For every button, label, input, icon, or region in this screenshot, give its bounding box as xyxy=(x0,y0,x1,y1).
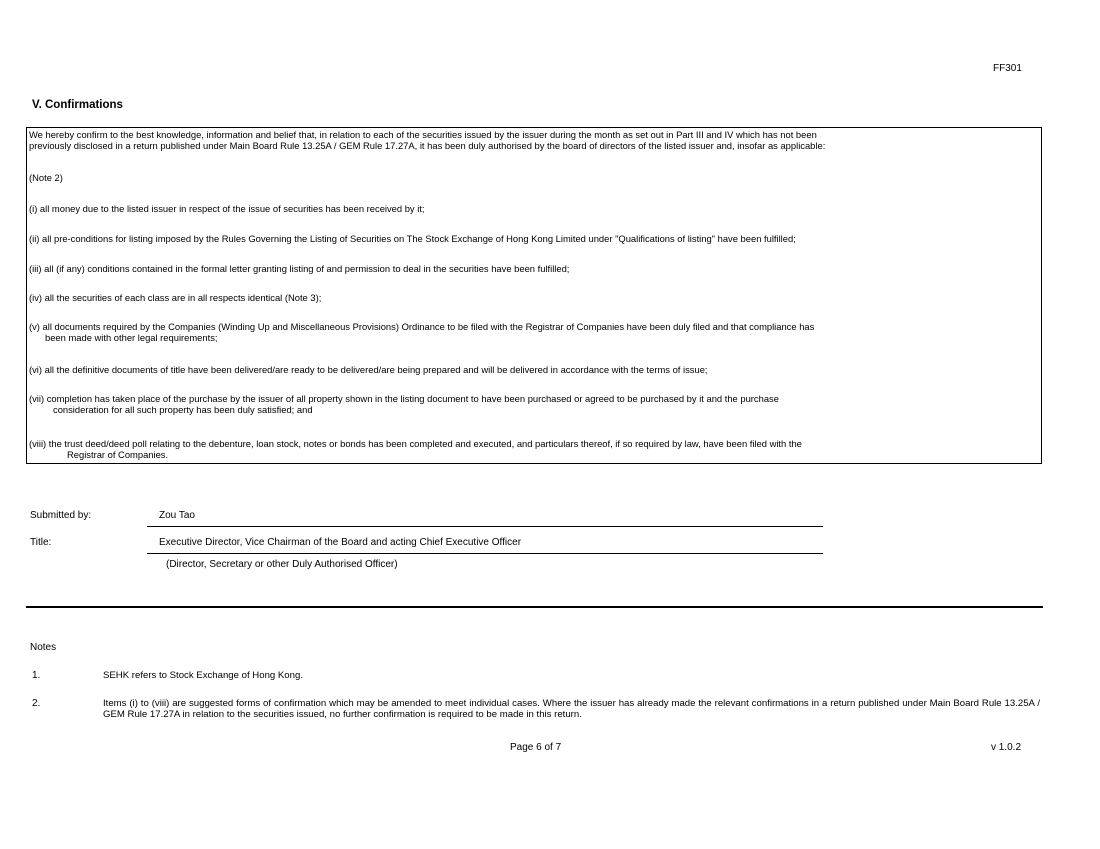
submitted-by-value: Zou Tao xyxy=(159,510,195,521)
note-text: SEHK refers to Stock Exchange of Hong Kong. xyxy=(103,670,303,681)
confirmation-item-v-line-2: been made with other legal requirements; xyxy=(45,332,218,343)
confirmation-intro-line-2: previously disclosed in a return published under Main Board Rule 13.25A / GEM Rule 17.27A, it has been duly authorised by the board of directors of the listed issuer and, insofar as applicable: xyxy=(29,140,826,151)
section-title: V. Confirmations xyxy=(32,99,123,111)
confirmation-item-vii-line-2: consideration for all such property has been duly satisfied; and xyxy=(53,404,313,415)
submitted-by-underline xyxy=(147,526,823,527)
title-value: Executive Director, Vice Chairman of the Board and acting Chief Executive Officer xyxy=(159,537,522,548)
submitted-by-label: Submitted by: xyxy=(30,510,92,521)
confirmation-item-ii: (ii) all pre-conditions for listing imposed by the Rules Governing the Listing of Securities on The Stock Exchange of Hong Kong Limited under "Qualifications of listing" have been fulfilled; xyxy=(29,233,796,244)
note-number: 1. xyxy=(32,670,41,681)
confirmation-item-iii: (iii) all (if any) conditions contained in the formal letter granting listing of and permission to deal in the securities have been fulfilled; xyxy=(29,263,570,274)
confirmation-item-vi: (vi) all the definitive documents of title have been delivered/are ready to be delivered/are being prepared and will be delivered in accordance with the terms of issue; xyxy=(29,364,708,375)
version-label: v 1.0.2 xyxy=(991,742,1022,753)
confirmation-item-viii-line-2: Registrar of Companies. xyxy=(67,449,169,460)
form-code: FF301 xyxy=(993,63,1022,74)
section-divider xyxy=(26,606,1043,608)
confirmation-item-vii-line-1: (vii) completion has taken place of the purchase by the issuer of all property shown in the listing document to have been purchased or agreed to be purchased by it and the purchase xyxy=(29,393,779,404)
note-text: Items (i) to (viii) are suggested forms of confirmation which may be amended to meet individual cases. Where the issuer has already made the relevant confirmations in a return published under Main Board Rule 13.25A / GEM Rule 17.27A in relation to the securities issued, no further confirmation is required to be made in this return. xyxy=(103,698,1040,720)
signatory-caption: (Director, Secretary or other Duly Authorised Officer) xyxy=(166,559,398,570)
confirmations-box xyxy=(26,127,1042,464)
page-number: Page 6 of 7 xyxy=(510,742,562,753)
note-reference: (Note 2) xyxy=(29,172,63,183)
title-label: Title: xyxy=(30,537,52,548)
confirmation-item-iv: (iv) all the securities of each class are in all respects identical (Note 3); xyxy=(29,292,322,303)
confirmation-item-v-line-1: (v) all documents required by the Companies (Winding Up and Miscellaneous Provisions) Ordinance to be filed with the Registrar of Companies have been duly filed and that compliance has xyxy=(29,321,815,332)
notes-heading: Notes xyxy=(30,642,57,653)
confirmation-item-i: (i) all money due to the listed issuer in respect of the issue of securities has been received by it; xyxy=(29,203,425,214)
note-number: 2. xyxy=(32,698,41,709)
title-underline xyxy=(147,553,823,554)
confirmation-item-viii-line-1: (viii) the trust deed/deed poll relating to the debenture, loan stock, notes or bonds has been completed and executed, and particulars thereof, if so required by law, have been filed with the xyxy=(29,438,802,449)
confirmation-intro-line-1: We hereby confirm to the best knowledge, information and belief that, in relation to each of the securities issued by the issuer during the month as set out in Part III and IV which has not been xyxy=(29,129,817,140)
